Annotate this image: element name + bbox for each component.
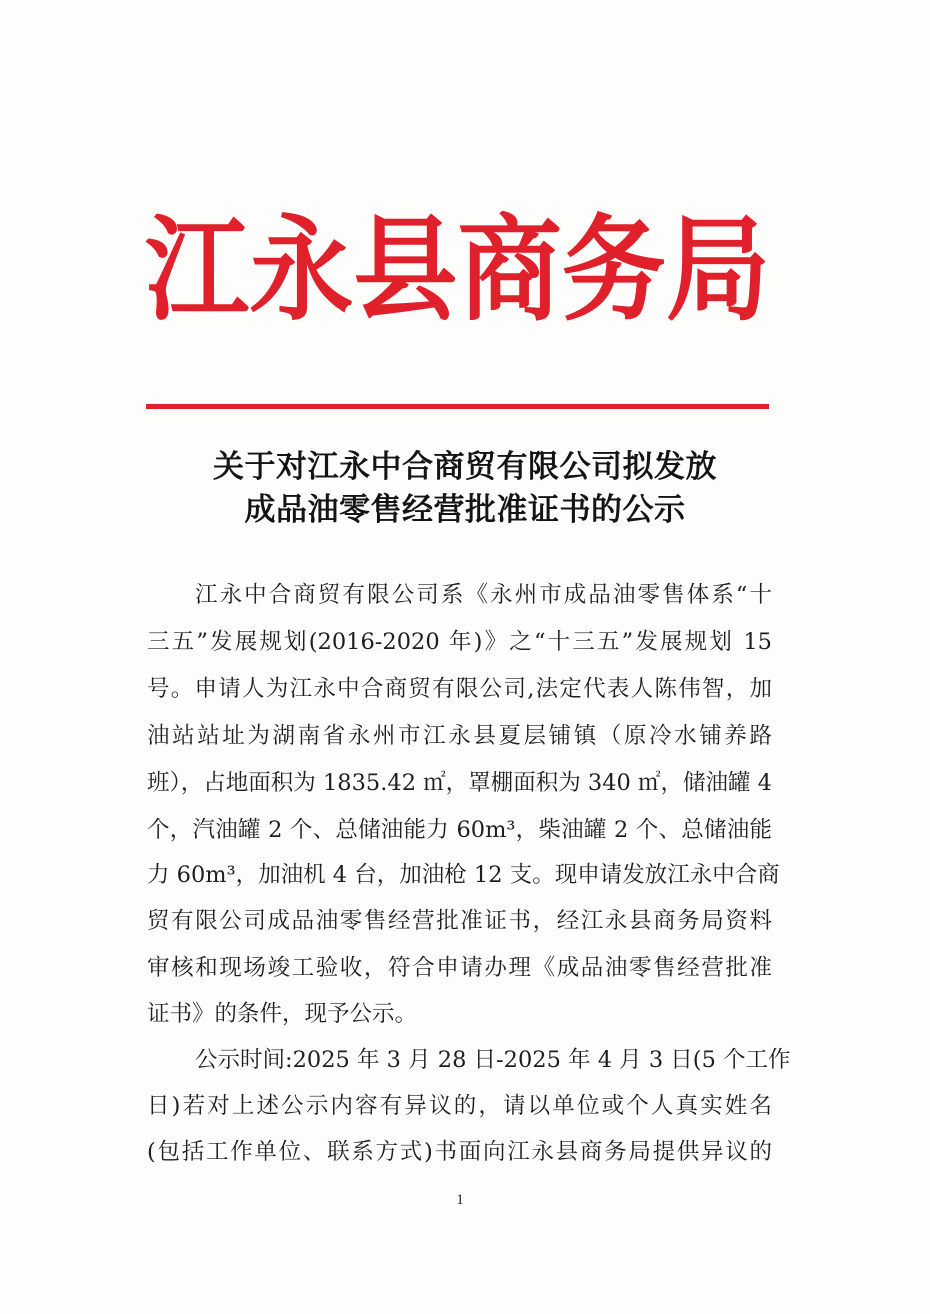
body-text-line: 油站站址为湖南省永州市江永县夏层铺镇（原冷水铺养路: [147, 723, 772, 749]
masthead-char: 永: [249, 201, 354, 338]
body-text-line: 号。申请人为江永中合商贸有限公司,法定代表人陈伟智，加: [147, 676, 772, 702]
body-text-line: 力 60m³，加油机 4 台，加油枪 12 支。现申请发放江永中合商: [147, 862, 780, 888]
page-number: 1: [456, 1192, 464, 1208]
body-text-line: 三五”发展规划(2016-2020 年)》之“十三五”发展规划 15: [147, 629, 772, 655]
body-text-line: 审核和现场竣工验收，符合申请办理《成品油零售经营批准: [147, 955, 772, 981]
masthead-char: 务: [561, 201, 666, 338]
body-text-line: 江永中合商贸有限公司系《永州市成品油零售体系“十: [195, 582, 772, 608]
body-text-line: 个，汽油罐 2 个、总储油能力 60m³，柴油罐 2 个、总储油能: [147, 817, 772, 843]
masthead-char: 县: [353, 201, 458, 338]
notice-title-line-2: 成品油零售经营批准证书的公示: [244, 492, 686, 528]
body-text-line: (包括工作单位、联系方式)书面向江永县商务局提供异议的: [147, 1139, 772, 1165]
masthead-char: 商: [457, 201, 562, 338]
masthead-char: 江: [145, 201, 250, 338]
body-text-line: 证书》的条件，现予公示。: [147, 1001, 418, 1027]
body-text-line: 日)若对上述公示内容有异议的，请以单位或个人真实姓名: [147, 1093, 772, 1119]
body-text-line: 公示时间:2025 年 3 月 28 日-2025 年 4 月 3 日(5 个工作: [195, 1047, 791, 1073]
notice-title-line-1: 关于对江永中合商贸有限公司拟发放: [213, 449, 717, 485]
body-text-line: 班），占地面积为 1835.42 ㎡，罩棚面积为 340 ㎡，储油罐 4: [147, 770, 772, 796]
red-divider-line: [146, 404, 769, 409]
masthead-char: 局: [665, 201, 770, 338]
body-text-line: 贸有限公司成品油零售经营批准证书，经江永县商务局资料: [147, 908, 772, 934]
agency-masthead: [145, 201, 770, 338]
